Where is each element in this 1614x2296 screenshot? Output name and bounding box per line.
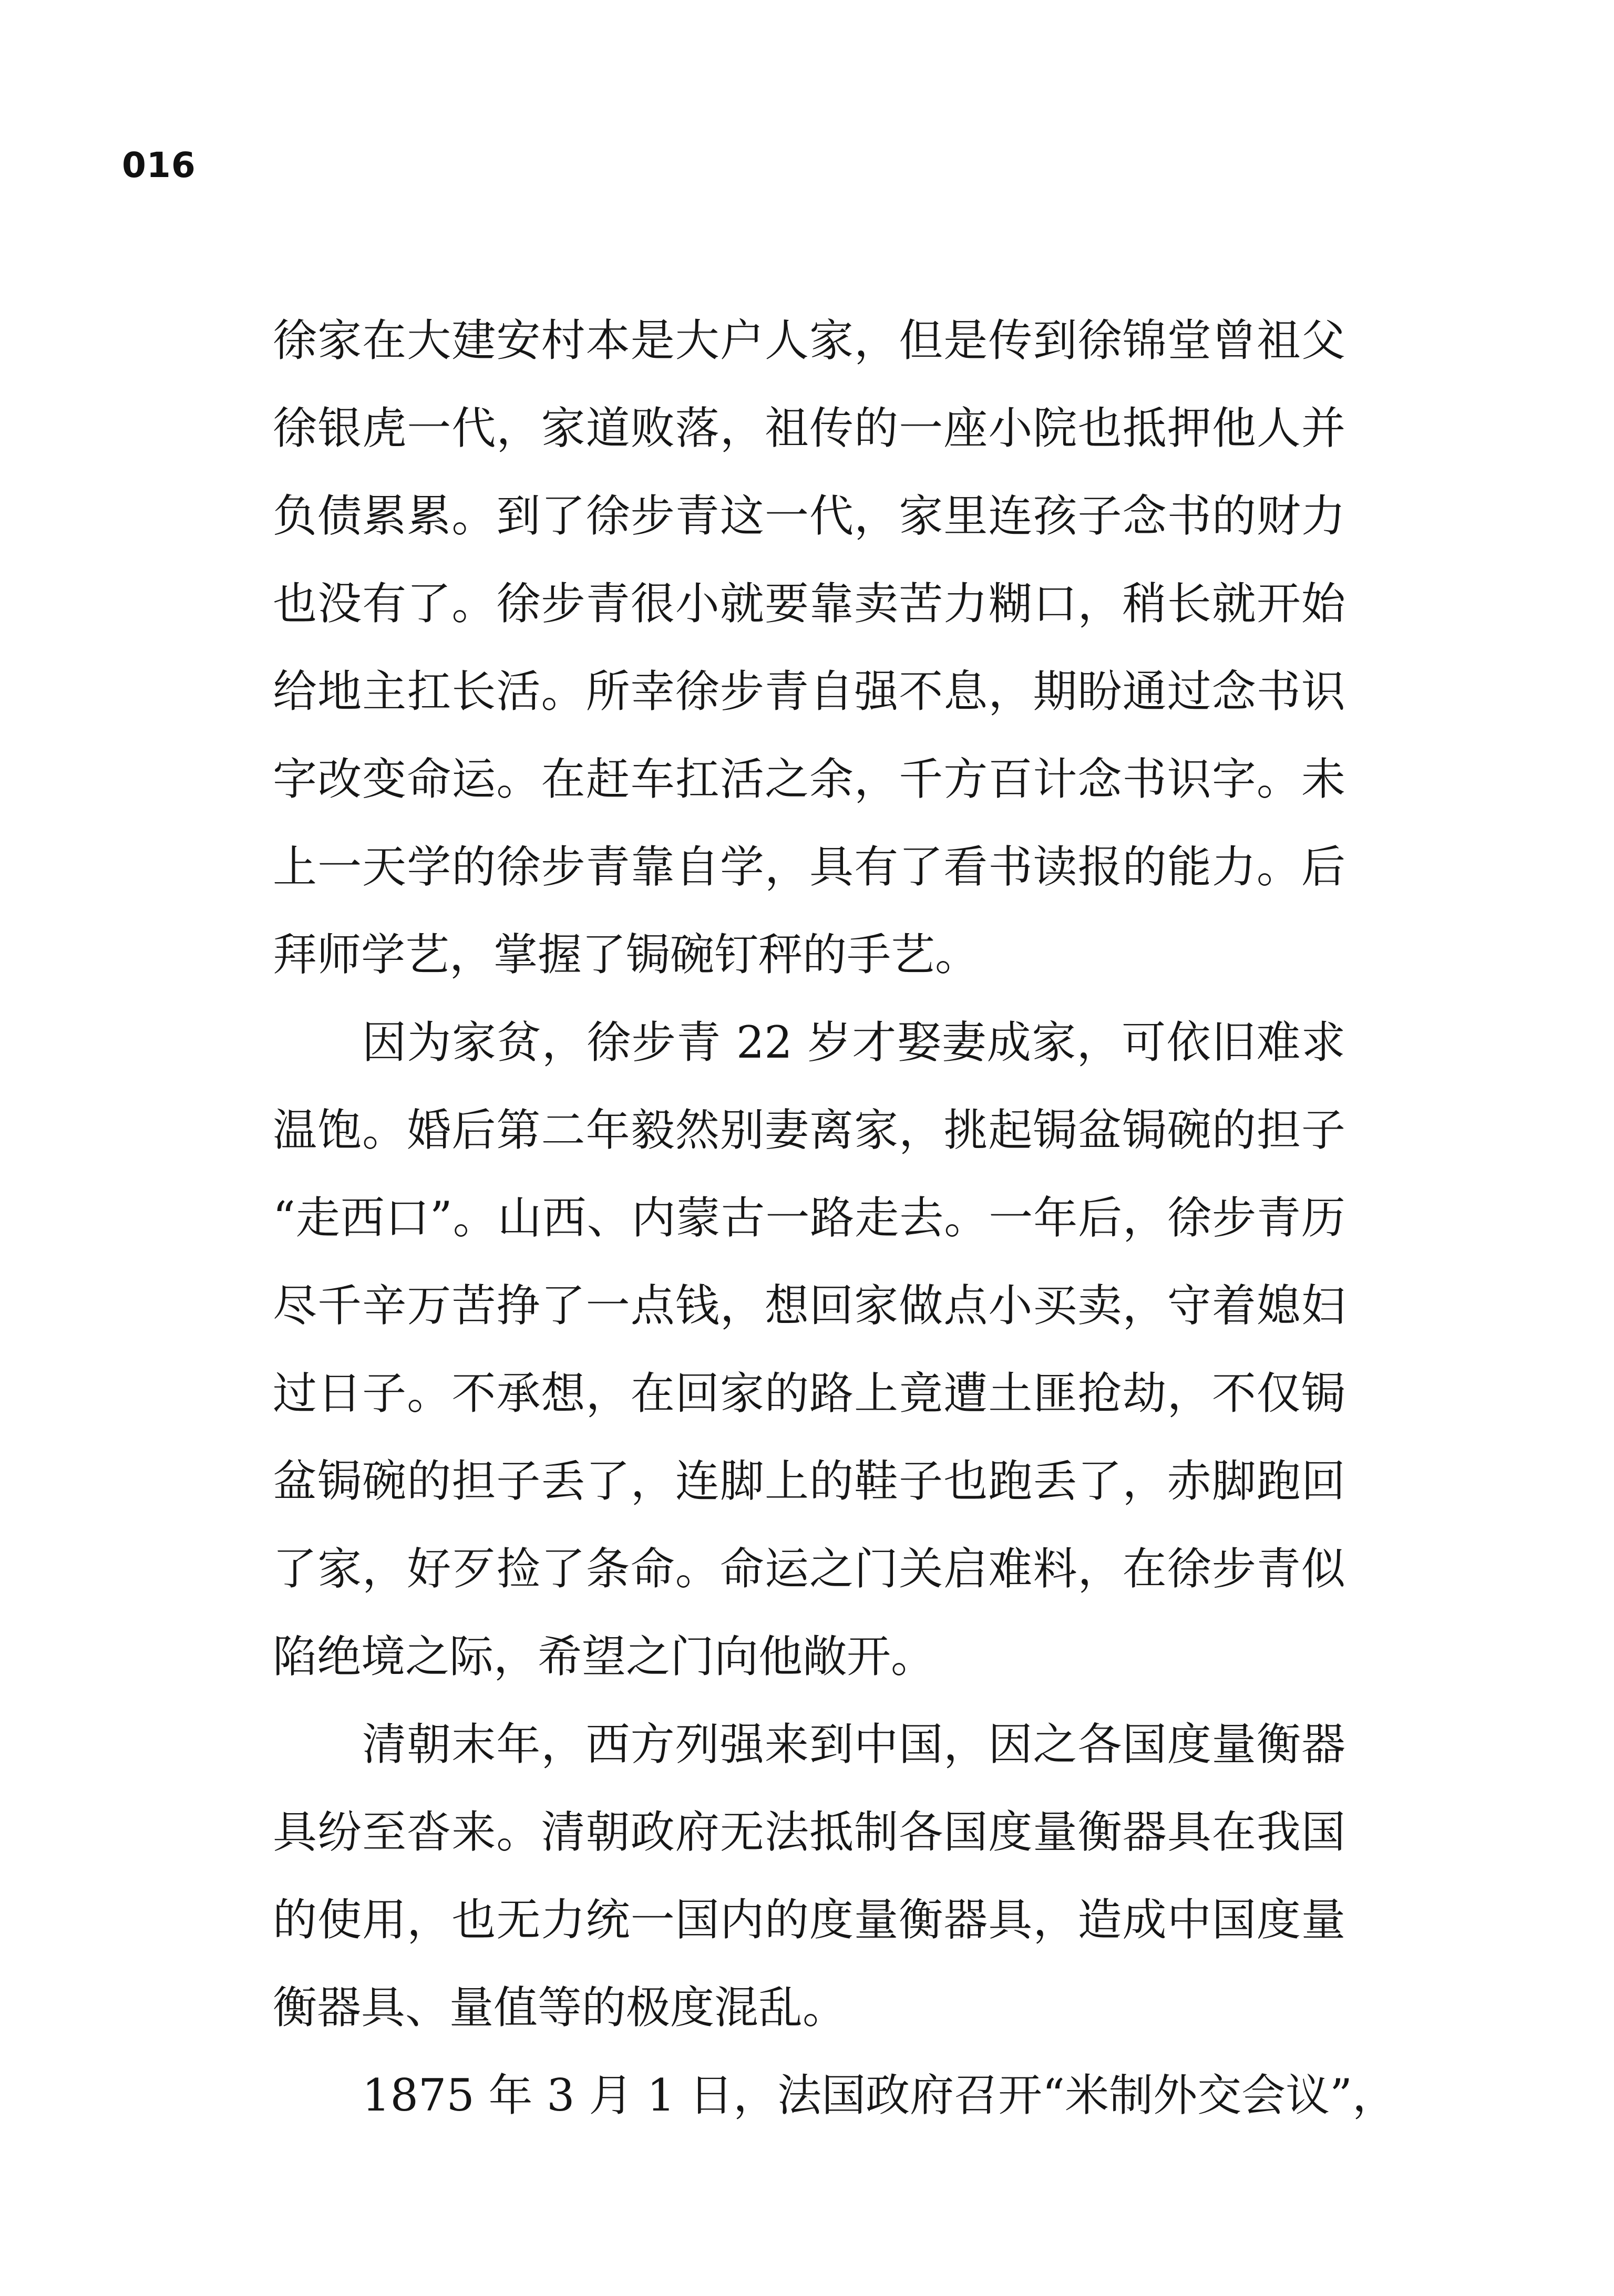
body-text	[273, 297, 1397, 2139]
text-line: 衡器具、量值等的极度混乱。	[273, 1982, 847, 2033]
text-line: 盆锔碗的担子丢了，连脚上的鞋子也跑丢了，赤脚跑回	[273, 1455, 1345, 1507]
text-line: 了家，好歹捡了条命。命运之门关启难料，在徐步青似	[273, 1543, 1345, 1595]
text-line: 也没有了。徐步青很小就要靠卖苦力糊口，稍长就开始	[273, 578, 1345, 629]
text-line: 陷绝境之际，希望之门向他敞开。	[273, 1631, 935, 1682]
text-line: 字改变命运。在赶车扛活之余，千方百计念书识字。未	[273, 753, 1345, 805]
text-line: 清朝末年，西方列强来到中国，因之各国度量衡器	[362, 1719, 1345, 1770]
text-line: 拜师学艺，掌握了锔碗钉秤的手艺。	[273, 929, 980, 980]
text-line: 负债累累。到了徐步青这一代，家里连孩子念书的财力	[273, 490, 1345, 542]
text-line: “走西口”。山西、内蒙古一路走去。一年后，徐步青历	[273, 1192, 1345, 1244]
text-line: 徐家在大建安村本是大户人家，但是传到徐锦堂曾祖父	[273, 315, 1345, 366]
page-number: 016	[122, 145, 196, 185]
text-line: 具纷至沓来。清朝政府无法抵制各国度量衡器具在我国	[273, 1806, 1345, 1858]
text-line: 尽千辛万苦挣了一点钱，想回家做点小买卖，守着媳妇	[273, 1280, 1345, 1331]
text-line: 的使用，也无力统一国内的度量衡器具，造成中国度量	[273, 1894, 1345, 1946]
text-line: 过日子。不承想，在回家的路上竟遭土匪抢劫，不仅锔	[273, 1368, 1345, 1419]
text-line: 温饱。婚后第二年毅然别妻离家，挑起锔盆锔碗的担子	[273, 1104, 1345, 1156]
text-line: 给地主扛长活。所幸徐步青自强不息，期盼通过念书识	[273, 666, 1345, 717]
text-line: 徐银虎一代，家道败落，祖传的一座小院也抵押他人并	[273, 402, 1345, 454]
text-line: 因为家贫，徐步青 22 岁才娶妻成家，可依旧难求	[362, 1017, 1345, 1068]
text-line: 上一天学的徐步青靠自学，具有了看书读报的能力。后	[273, 841, 1345, 893]
text-line: 1875 年 3 月 1 日，法国政府召开“米制外交会议”，	[362, 2070, 1397, 2121]
